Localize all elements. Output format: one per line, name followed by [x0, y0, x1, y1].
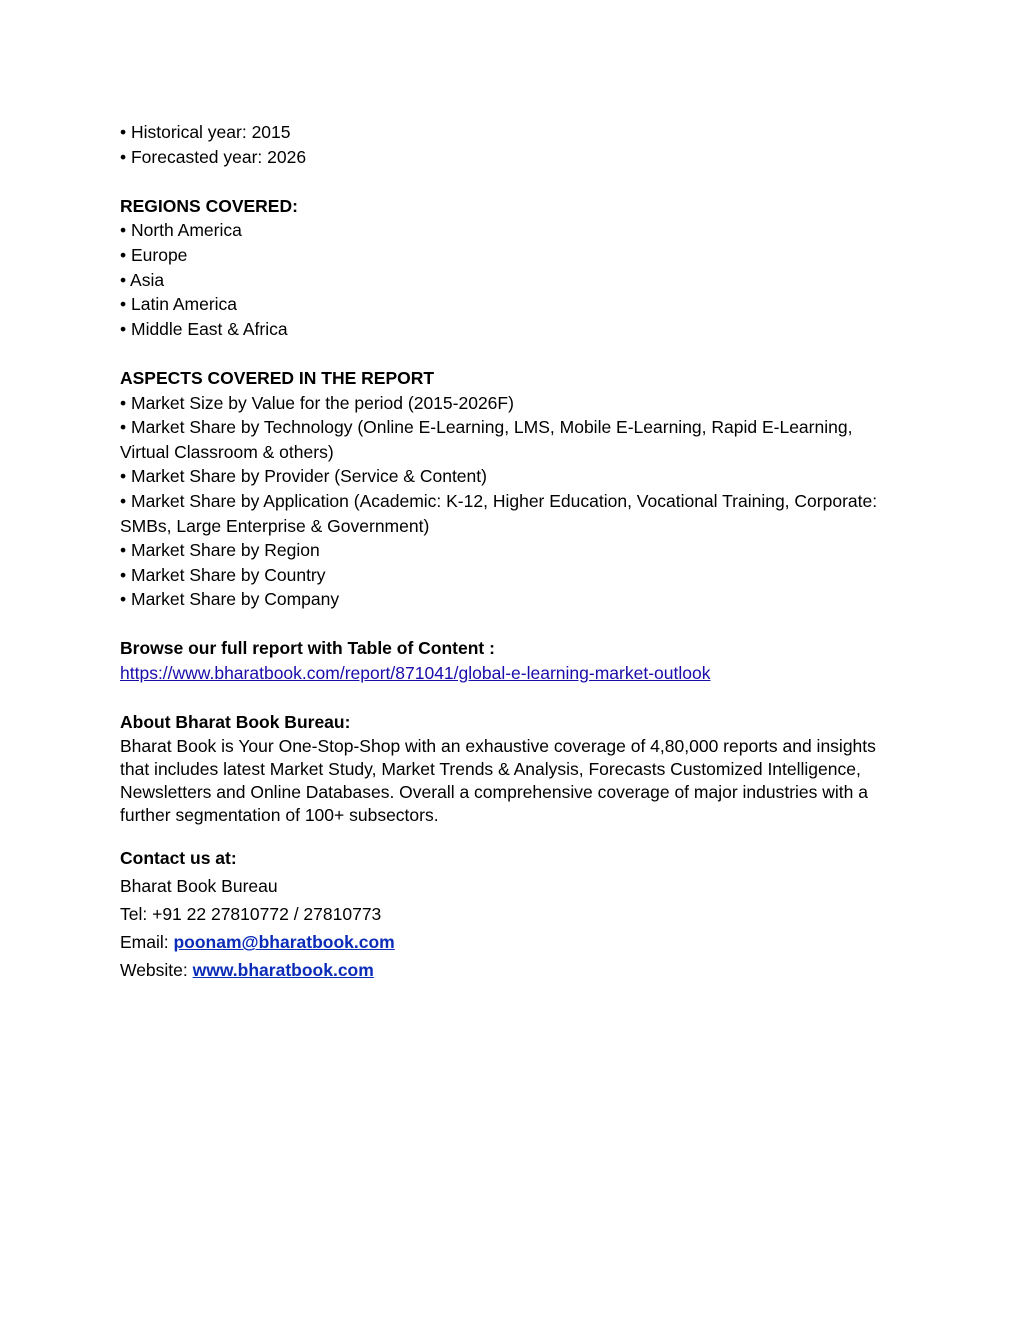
region-item: • Europe [120, 244, 188, 265]
spacer [120, 686, 900, 711]
report-link[interactable]: https://www.bharatbook.com/report/871041/global-e-learning-market-outlook [120, 663, 711, 684]
email-label: Email: [120, 932, 174, 953]
aspect-item: • Market Share by Application (Academic: K-12, Higher Education, Vocational Training, Corporate: SMBs, Large Enterprise & Government) [120, 490, 878, 536]
about-text: Bharat Book is Your One-Stop-Shop with an exhaustive coverage of 4,80,000 reports and insights that includes latest Market Study, Market Trends & Analysis, Forecasts Customized Intelligence, Newsletters and Online Databases. Overall a comprehensive coverage of major industries with a further segmentation of 100+ subsectors. [120, 735, 876, 826]
website-link[interactable]: www.bharatbook.com [192, 960, 374, 981]
region-item: • Asia [120, 269, 165, 290]
forecasted-year: • Forecasted year: 2026 [120, 146, 307, 167]
contact-block [120, 844, 900, 985]
aspect-item: • Market Share by Company [120, 589, 340, 610]
aspect-item: • Market Share by Technology (Online E-Learning, LMS, Mobile E-Learning, Rapid E-Learning, Virtual Classroom & others) [120, 417, 853, 462]
region-item: • North America [120, 220, 242, 241]
aspect-item: • Market Size by Value for the period (2015-2026F) [120, 392, 514, 413]
regions-heading: REGIONS COVERED: [120, 195, 298, 216]
aspect-item: • Market Share by Region [120, 540, 320, 561]
contact-heading: Contact us at: [120, 847, 237, 868]
spacer [120, 169, 900, 194]
contact-website-row [120, 956, 900, 984]
contact-email-row [120, 928, 900, 956]
region-item: • Latin America [120, 294, 238, 315]
document-page [120, 120, 900, 985]
website-label: Website: [120, 960, 193, 981]
aspects-heading: ASPECTS COVERED IN THE REPORT [120, 367, 435, 388]
email-link[interactable]: poonam@bharatbook.com [173, 932, 395, 953]
spacer [120, 341, 900, 366]
historical-year: • Historical year: 2015 [120, 122, 291, 142]
about-heading: About Bharat Book Bureau: [120, 712, 351, 733]
spacer [120, 612, 900, 637]
region-item: • Middle East & Africa [120, 318, 288, 339]
aspect-item: • Market Share by Country [120, 564, 326, 585]
contact-tel: Tel: +91 22 27810772 / 27810773 [120, 904, 382, 925]
aspect-item: • Market Share by Provider (Service & Content) [120, 466, 487, 487]
contact-company: Bharat Book Bureau [120, 875, 278, 896]
browse-heading: Browse our full report with Table of Content : [120, 638, 495, 659]
